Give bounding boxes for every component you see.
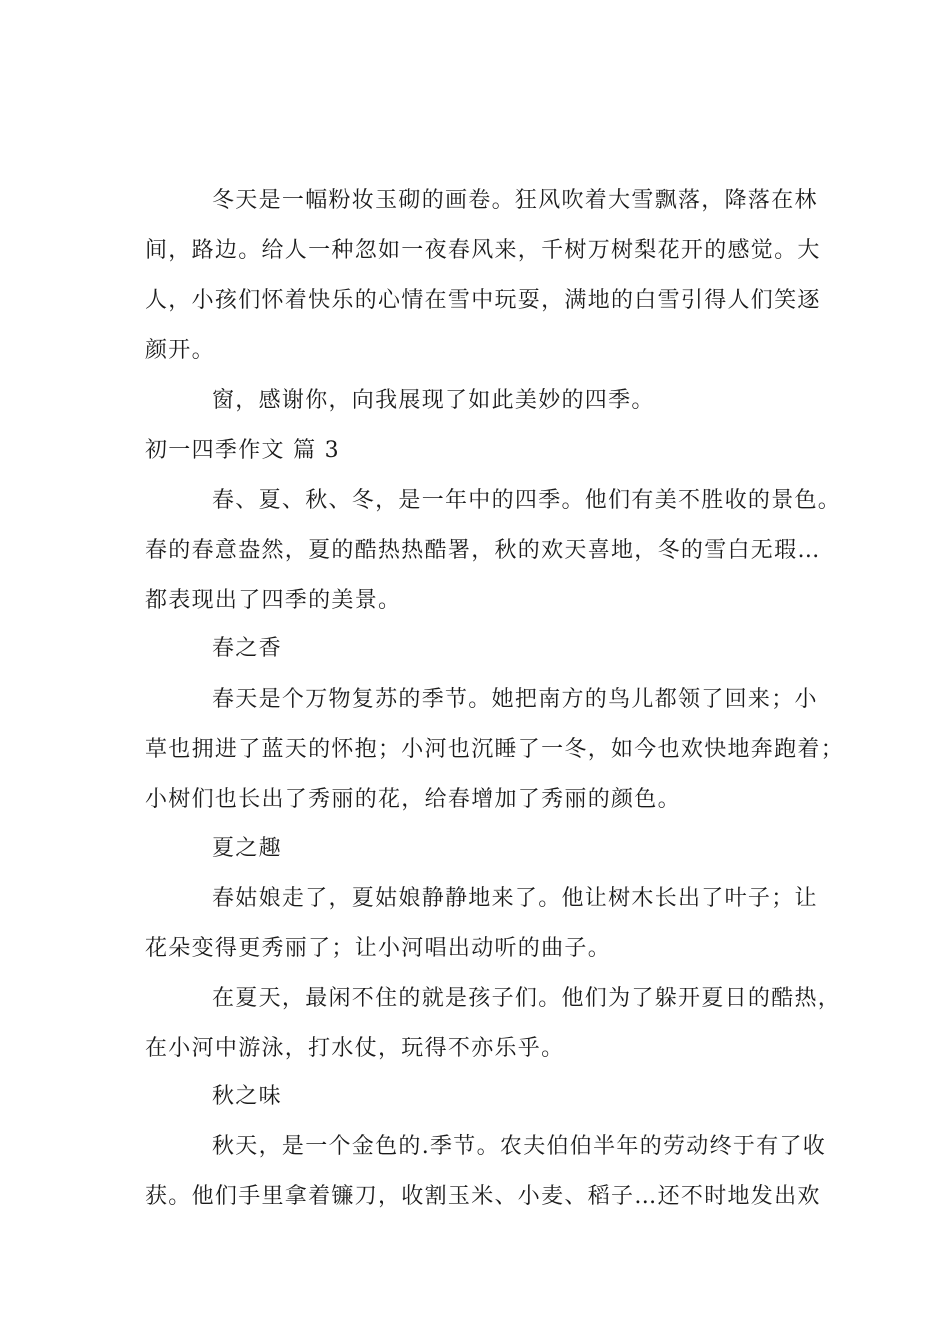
paragraph-line: 春的春意盎然，夏的酷热热酷署，秋的欢天喜地，冬的雪白无瑕… — [145, 538, 821, 563]
paragraph-line: 春姑娘走了，夏姑娘静静地来了。他让树木长出了叶子；让 — [212, 886, 818, 911]
paragraph-line: 间，路边。给人一种忽如一夜春风来，千树万树梨花开的感觉。大 — [145, 238, 821, 263]
subheading: 秋之味 — [212, 1084, 282, 1109]
subheading: 春之香 — [212, 636, 282, 661]
paragraph-line: 草也拥进了蓝天的怀抱；小河也沉睡了一冬，如今也欢快地奔跑着； — [145, 737, 845, 762]
paragraph-line: 小树们也长出了秀丽的花，给春增加了秀丽的颜色。 — [145, 787, 681, 812]
paragraph-line: 窗，感谢你，向我展现了如此美妙的四季。 — [212, 388, 655, 413]
section-heading: 初一四季作文 篇 3 — [145, 438, 340, 463]
paragraph-line: 都表现出了四季的美景。 — [145, 588, 402, 613]
subheading: 夏之趣 — [212, 836, 282, 861]
paragraph-line: 冬天是一幅粉妆玉砌的画卷。狂风吹着大雪飘落，降落在林 — [212, 188, 818, 213]
paragraph-line: 获。他们手里拿着镰刀，收割玉米、小麦、稻子…还不时地发出欢 — [145, 1184, 821, 1209]
paragraph-line: 颜开。 — [145, 338, 215, 363]
paragraph-line: 春、夏、秋、冬，是一年中的四季。他们有美不胜收的景色。 — [212, 488, 842, 513]
paragraph-line: 在夏天，最闲不住的就是孩子们。他们为了躲开夏日的酷热， — [212, 986, 842, 1011]
paragraph-line: 人，小孩们怀着快乐的心情在雪中玩耍，满地的白雪引得人们笑逐 — [145, 288, 821, 313]
paragraph-line: 在小河中游泳，打水仗，玩得不亦乐乎。 — [145, 1036, 565, 1061]
paragraph-line: 花朵变得更秀丽了；让小河唱出动听的曲子。 — [145, 936, 612, 961]
paragraph-line: 秋天，是一个金色的.季节。农夫伯伯半年的劳动终于有了收 — [212, 1134, 827, 1159]
paragraph-line: 春天是个万物复苏的季节。她把南方的鸟儿都领了回来；小 — [212, 687, 818, 712]
